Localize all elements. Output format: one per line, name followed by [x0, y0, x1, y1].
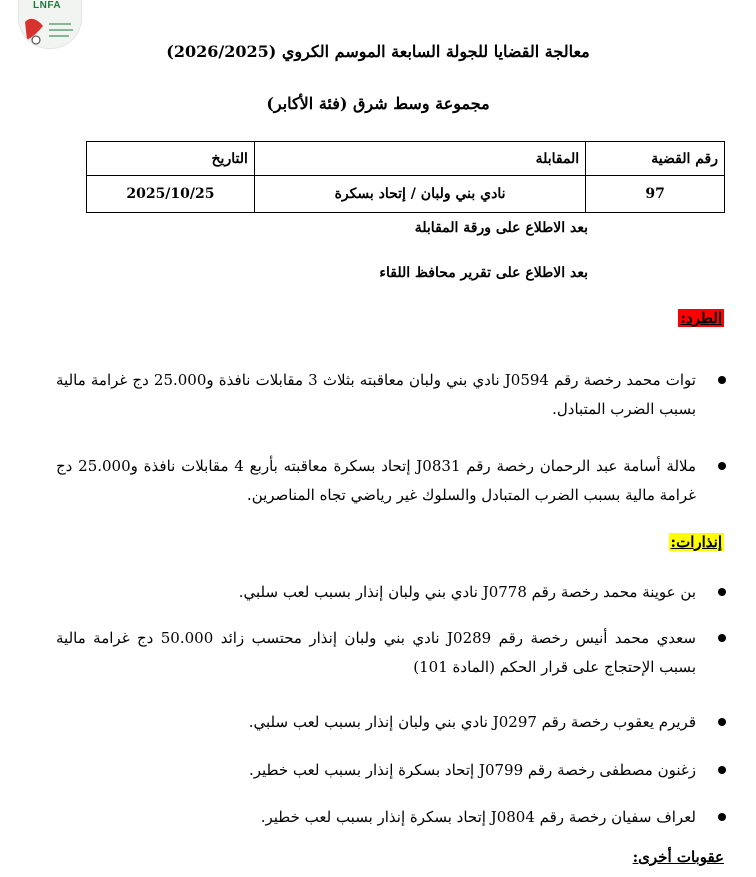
cell-case-number: 97 — [586, 176, 725, 213]
bullet-icon — [718, 634, 726, 642]
cell-date: 2025/10/25 — [87, 176, 255, 213]
header-date: التاريخ — [87, 142, 255, 176]
section-title-text: عقوبات أخرى: — [632, 848, 724, 866]
case-table — [86, 141, 725, 213]
section-title-other — [633, 848, 724, 866]
page-subtitle: مجموعة وسط شرق (فئة الأكابر) — [266, 94, 490, 113]
header-case-number: رقم القضية — [586, 142, 725, 176]
list-item: ملالة أسامة عبد الرحمان رخصة رقم J0831 إتحاد بسكرة معاقبته بأربع 4 مقابلات نافذة و25.000 دج غرامة مالية بسبب الضرب المتبادل والسلوك غير رياضي تجاه المناصرين. — [56, 457, 697, 504]
list-item: زغنون مصطفى رخصة رقم J0799 إتحاد بسكرة إنذار بسبب لعب خطير. — [248, 761, 696, 779]
bullet-icon — [718, 376, 726, 384]
case-table-header — [87, 142, 725, 176]
list-item: لعراف سفيان رخصة رقم J0804 إتحاد بسكرة إنذار بسبب لعب خطير. — [260, 808, 696, 826]
case-table-row — [87, 176, 725, 213]
bullet-icon — [718, 462, 726, 470]
list-item: بن عوينة محمد رخصة رقم J0778 نادي بني ولبان إنذار بسبب لعب سلبي. — [238, 583, 696, 601]
section-title-text: الطرد: — [680, 309, 722, 327]
header-match: المقابلة — [254, 142, 585, 176]
bullet-icon — [718, 588, 726, 596]
section-title-warnings — [669, 533, 724, 551]
list-item: سعدي محمد أنيس رخصة رقم J0289 نادي بني ولبان إنذار محتسب زائد 50.000 دج غرامة مالية بسبب الإحتجاج على قرار الحكم (المادة 101) — [56, 629, 696, 676]
preamble-line: بعد الاطلاع على ورقة المقابلة — [414, 220, 588, 236]
list-item: توات محمد رخصة رقم J0594 نادي بني ولبان معاقبته بثلاث 3 مقابلات نافذة و25.000 دج غرامة مالية بسبب الضرب المتبادل. — [56, 371, 696, 418]
section-title-text: إنذارات: — [670, 533, 722, 551]
bullet-icon — [718, 718, 726, 726]
section-title-expulsions — [678, 309, 724, 327]
page-title: معالجة القضايا للجولة السابعة الموسم الكروي (2026/2025) — [166, 42, 590, 61]
logo-text: LNFA — [33, 0, 62, 11]
preamble-line: بعد الاطلاع على تقرير محافظ اللقاء — [379, 265, 588, 281]
bullet-icon — [718, 766, 726, 774]
bullet-icon — [718, 813, 726, 821]
cell-match: نادي بني ولبان / إتحاد بسكرة — [254, 176, 585, 213]
list-item: قريرم يعقوب رخصة رقم J0297 نادي بني ولبان إنذار بسبب لعب سلبي. — [248, 713, 696, 731]
